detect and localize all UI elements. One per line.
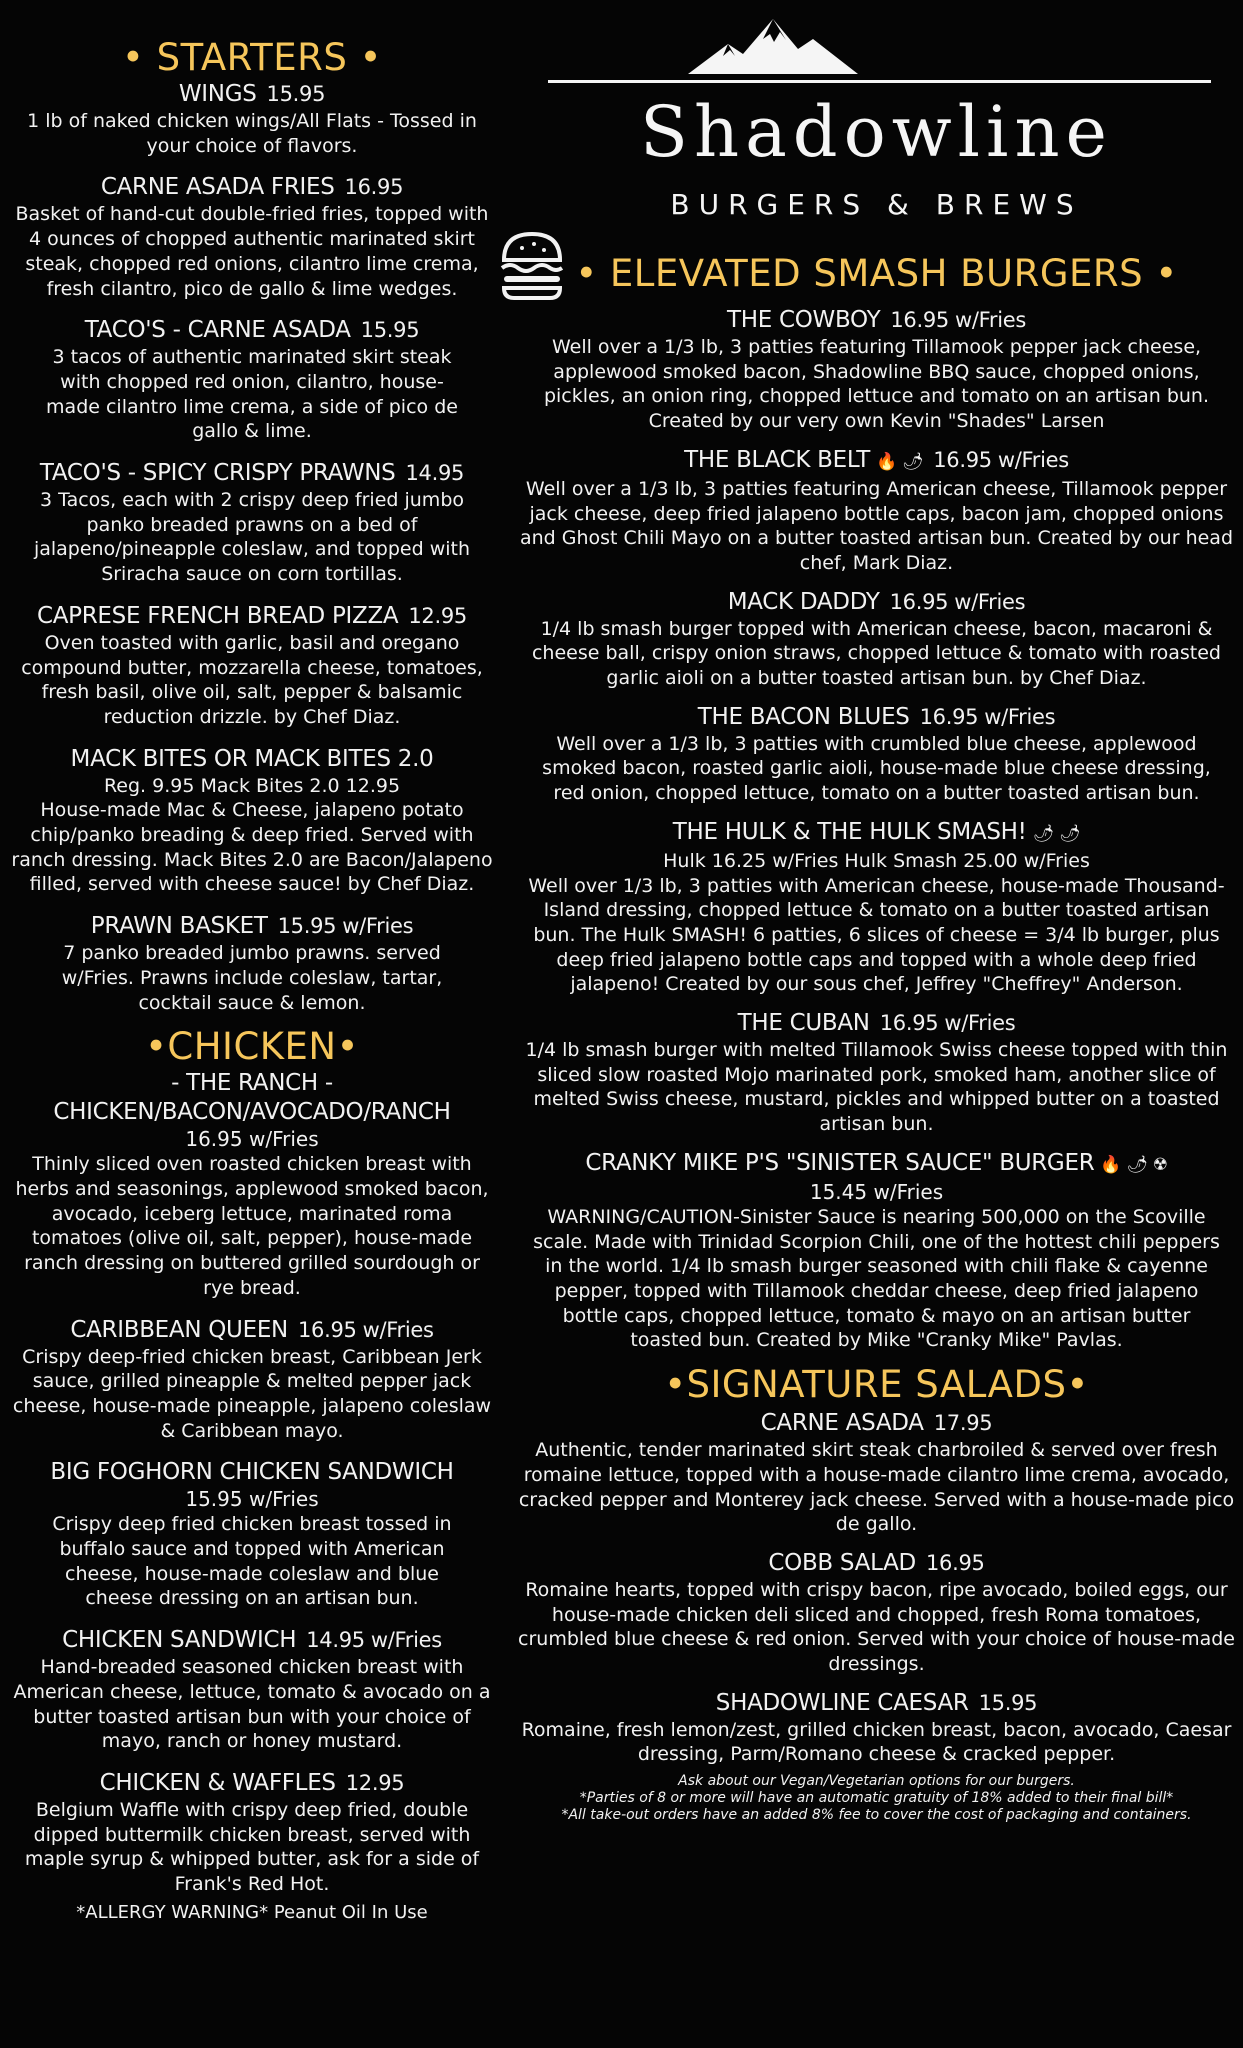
item-price: 16.95: [919, 704, 979, 729]
item-name: THE BACON BLUES: [697, 703, 910, 730]
menu-item: [10, 745, 494, 898]
item-price: 15.45 w/Fries: [809, 1179, 944, 1204]
left-column: [10, 0, 494, 1925]
menu-item: [518, 1549, 1235, 1677]
item-price: 12.95: [408, 603, 467, 628]
item-description: 1 lb of naked chicken wings/All Flats - Tossed in your choice of flavors.: [27, 110, 477, 157]
spicy-icons: 🔥 🌶 ☢: [1100, 1154, 1168, 1175]
item-price: 14.95: [405, 461, 465, 486]
item-name: CARIBBEAN QUEEN: [70, 1316, 288, 1343]
item-description: 7 panko breaded jumbo prawns. served w/Fries. Prawns include coleslaw, tartar, cocktail sauce & lemon.: [61, 942, 443, 1014]
item-name: CHICKEN & WAFFLES: [99, 1769, 336, 1796]
item-suffix: w/Fries: [954, 308, 1027, 332]
item-price: 12.95: [345, 1770, 405, 1795]
item-subtitle: Reg. 9.95 Mack Bites 2.0 12.95: [103, 774, 401, 797]
menu-item: [518, 818, 1235, 997]
menu-item: [10, 1769, 494, 1897]
spicy-icons: 🔥 🌶: [875, 451, 924, 472]
item-suffix: w/Fries: [944, 1011, 1016, 1036]
item-name: TACO'S - SPICY CRISPY PRAWNS: [39, 460, 396, 487]
mountain-icon: [688, 14, 858, 74]
item-name: PRAWN BASKET: [90, 913, 268, 940]
item-name: CRANKY MIKE P'S "SINISTER SAUCE" BURGER: [585, 1149, 1095, 1176]
menu-item: [518, 306, 1235, 434]
footer-note: *Parties of 8 or more will have an automatic gratuity of 18% added to their final bill*: [579, 1790, 1174, 1807]
item-price: 16.95: [889, 589, 949, 614]
item-description: Well over a 1/3 lb, 3 patties featuring Tillamook pepper jack cheese, applewood smoked bacon, Shadowline BBQ sauce, chopped onions, pickles, an onion ring, chopped lettuce and tomato on an artisan bun. Created by our very own Kevin "Shades" Larsen: [543, 336, 1210, 433]
menu-item: [10, 912, 494, 1015]
menu-item: [518, 446, 1235, 576]
item-name: THE CUBAN: [737, 1010, 870, 1037]
item-description: Well over a 1/3 lb, 3 patties featuring American cheese, Tillamook pepper jack cheese, deep fried jalapeno bottle caps, bacon jam, chopped onions and Ghost Chili Mayo on a butter toasted artisan bun. Created by our head chef, Mark Diaz.: [519, 477, 1234, 574]
item-name: BIG FOGHORN CHICKEN SANDWICH: [50, 1459, 454, 1486]
item-suffix: w/Fries: [362, 1317, 434, 1342]
item-name: - THE RANCH -: [171, 1070, 333, 1097]
item-suffix: w/Fries: [984, 704, 1056, 729]
item-description: Authentic, tender marinated skirt steak charbroiled & served over fresh romaine lettuce, topped with a house-made cilantro lime crema, avocado, cracked pepper and Monterey jack cheese. Served with a house-made pico de gallo.: [518, 1439, 1235, 1536]
item-description: Oven toasted with garlic, basil and oregano compound butter, mozzarella cheese, tomatoes, fresh basil, olive oil, salt, pepper & balsamic reduction drizzle. by Chef Diaz.: [21, 631, 483, 728]
item-price: 16.95: [933, 447, 992, 472]
menu-item: [518, 1009, 1235, 1137]
item-description: Romaine hearts, topped with crispy bacon, ripe avocado, boiled eggs, our house-made chicken deli sliced and chopped, fresh Roma tomatoes, crumbled blue cheese & red onion. Served with your choice of house-made dressings.: [518, 1578, 1235, 1676]
item-description: Belgium Waffle with crispy deep fried, double dipped buttermilk chicken breast, served with maple syrup & whipped butter, ask for a side of Frank's Red Hot.: [24, 1798, 480, 1896]
item-price: 15.95: [277, 914, 337, 939]
item-price: 14.95: [306, 1628, 365, 1653]
item-name: MACK DADDY: [727, 588, 880, 615]
brand-subtitle: BURGERS & BREWS: [670, 188, 1083, 221]
allergy-warning: *ALLERGY WARNING* Peanut Oil In Use: [76, 1901, 428, 1923]
item-description: Hand-breaded seasoned chicken breast with American cheese, lettuce, tomato & avocado on a butter toasted artisan bun with your choice of mayo, ranch or honey mustard.: [13, 1656, 491, 1753]
item-suffix: w/Fries: [342, 914, 414, 939]
item-description: Basket of hand-cut double-fried fries, topped with 4 ounces of chopped authentic marinated skirt steak, chopped red onions, cilantro lime crema, fresh cilantro, pico de gallo & lime wedges.: [15, 203, 489, 300]
item-description: 3 Tacos, each with 2 crispy deep fried jumbo panko breaded prawns on a bed of jalapeno/pineapple coleslaw, and topped with Sriracha sauce on corn tortillas.: [33, 489, 471, 586]
menu-item: [10, 1626, 494, 1754]
menu-item: [518, 703, 1235, 806]
menu-item: [10, 173, 494, 301]
item-name: THE HULK & THE HULK SMASH!: [672, 818, 1027, 845]
item-description: Well over 1/3 lb, 3 patties with American cheese, house-made Thousand-Island dressing, chopped lettuce & tomato on a butter toasted artisan bun. The Hulk SMASH! 6 patties, 6 slices of cheese = 3/4 lb burger, plus deep fried jalapeno bottle caps and topped with a whole deep fried jalapeno! Created by our sous chef, Jeffrey "Cheffrey" Anderson.: [528, 874, 1225, 996]
item-name: CHICKEN SANDWICH: [62, 1627, 297, 1654]
menu-item: [10, 316, 494, 444]
item-price: 15.95 w/Fries: [185, 1487, 319, 1512]
menu-item: [10, 1316, 494, 1444]
menu-item: [518, 1689, 1235, 1767]
item-price: 15.95: [360, 318, 420, 343]
menu-item: [10, 602, 494, 730]
footer-note: *All take-out orders have an added 8% fee to cover the cost of packaging and containers.: [561, 1807, 1192, 1824]
menu-item: [10, 80, 494, 158]
item-description: 1/4 lb smash burger topped with American cheese, bacon, macaroni & cheese ball, crispy onion straws, chopped lettuce & tomato with roasted garlic aioli on a butter toasted artisan bun. by Chef Diaz.: [531, 617, 1221, 690]
menu-item: [10, 1069, 494, 1300]
logo-divider: [548, 80, 1211, 83]
footer-notes: [518, 1773, 1235, 1824]
item-name: THE BLACK BELT: [684, 446, 870, 473]
item-price: 16.95: [890, 308, 949, 332]
item-description: Crispy deep-fried chicken breast, Caribbean Jerk sauce, grilled pineapple & melted pepper jack cheese, house-made pineapple, jalapeno coleslaw & Caribbean mayo.: [12, 1345, 492, 1442]
menu-item: [518, 1409, 1235, 1537]
section-title-smash-burgers: • ELEVATED SMASH BURGERS •: [575, 252, 1178, 295]
item-subtitle: Hulk 16.25 w/Fries Hulk Smash 25.00 w/Fries: [663, 849, 1090, 872]
item-description: Romaine, fresh lemon/zest, grilled chicken breast, bacon, avocado, Caesar dressing, Parm/Romano cheese & cracked pepper.: [521, 1718, 1232, 1766]
item-price: 15.95: [266, 82, 326, 106]
item-name: CAPRESE FRENCH BREAD PIZZA: [36, 602, 399, 629]
menu-item: [518, 588, 1235, 691]
item-description: 1/4 lb smash burger with melted Tillamook Swiss cheese topped with thin sliced slow roasted Mojo marinated pork, smoked ham, another slice of melted Swiss cheese, mustard, pickles and whipped butter on a toasted artisan bun.: [525, 1039, 1228, 1136]
brand-name: Shadowline: [640, 91, 1113, 173]
item-name: COBB SALAD: [768, 1549, 916, 1576]
item-price: 16.95: [925, 1550, 985, 1575]
item-price: 16.95: [297, 1317, 357, 1342]
right-column: [518, 0, 1235, 1824]
section-title-starters: • STARTERS •: [122, 36, 382, 79]
item-suffix: w/Fries: [997, 447, 1069, 472]
item-price: 16.95: [879, 1011, 939, 1036]
item-suffix: w/Fries: [954, 589, 1026, 614]
item-price: 17.95: [933, 1411, 993, 1436]
item-price: 16.95 w/Fries: [185, 1127, 319, 1152]
item-name: WINGS: [178, 81, 257, 107]
item-description: House-made Mac & Cheese, jalapeno potato chip/panko breading & deep fried. Served with ranch dressing. Mack Bites 2.0 are Bacon/Jalapeno filled, served with cheese sauce! by Chef Diaz.: [11, 799, 493, 896]
item-name: TACO'S - CARNE ASADA: [84, 317, 351, 344]
brand-logo: [518, 0, 1235, 236]
section-title-chicken: •CHICKEN•: [145, 1025, 359, 1069]
menu-item: [10, 459, 494, 587]
item-price: 16.95: [344, 175, 404, 200]
item-suffix: w/Fries: [370, 1628, 442, 1653]
item-name-line2: CHICKEN/BACON/AVOCADO/RANCH: [53, 1099, 451, 1126]
item-description: 3 tacos of authentic marinated skirt steak with chopped red onion, cilantro, house-made cilantro lime crema, a side of pico de gallo & lime.: [46, 346, 458, 443]
item-description: Thinly sliced oven roasted chicken breast with herbs and seasonings, applewood smoked bacon, avocado, iceberg lettuce, marinated roma tomatoes (olive oil, salt, pepper), house-made ranch dressing on buttered grilled sourdough or rye bread.: [15, 1153, 489, 1299]
spicy-icons: 🌶 🌶: [1032, 823, 1081, 844]
item-name: CARNE ASADA FRIES: [100, 174, 335, 201]
item-price: 15.95: [978, 1690, 1038, 1715]
item-name: THE COWBOY: [726, 307, 881, 333]
item-description: WARNING/CAUTION-Sinister Sauce is nearing 500,000 on the Scoville scale. Made with Trinidad Scorpion Chili, one of the hottest chili peppers in the world. 1/4 lb smash burger seasoned with chili flake & cayenne pepper, topped with Tillamook cheddar cheese, deep fried jalapeno bottle caps, chopped lettuce, tomato & mayo on an artisan butter toasted bun. Created by Mike "Cranky Mike" Pavlas.: [533, 1205, 1220, 1352]
footer-note: Ask about our Vegan/Vegetarian options for our burgers.: [678, 1773, 1075, 1790]
item-name: CARNE ASADA: [760, 1410, 924, 1437]
item-name: MACK BITES OR MACK BITES 2.0: [70, 745, 434, 772]
item-name: SHADOWLINE CAESAR: [715, 1689, 969, 1716]
item-description: Crispy deep fried chicken breast tossed in buffalo sauce and topped with American cheese, house-made coleslaw and blue cheese dressing on an artisan bun.: [52, 1513, 452, 1610]
burger-icon: [500, 230, 564, 302]
section-title-salads: •SIGNATURE SALADS•: [664, 1363, 1089, 1407]
item-description: Well over a 1/3 lb, 3 patties with crumbled blue cheese, applewood smoked bacon, roasted garlic aioli, house-made blue cheese dressing, red onion, chopped lettuce, tomato on a butter toasted artisan bun.: [542, 732, 1211, 805]
menu-item: [10, 1458, 494, 1611]
menu-item: [518, 1149, 1235, 1353]
